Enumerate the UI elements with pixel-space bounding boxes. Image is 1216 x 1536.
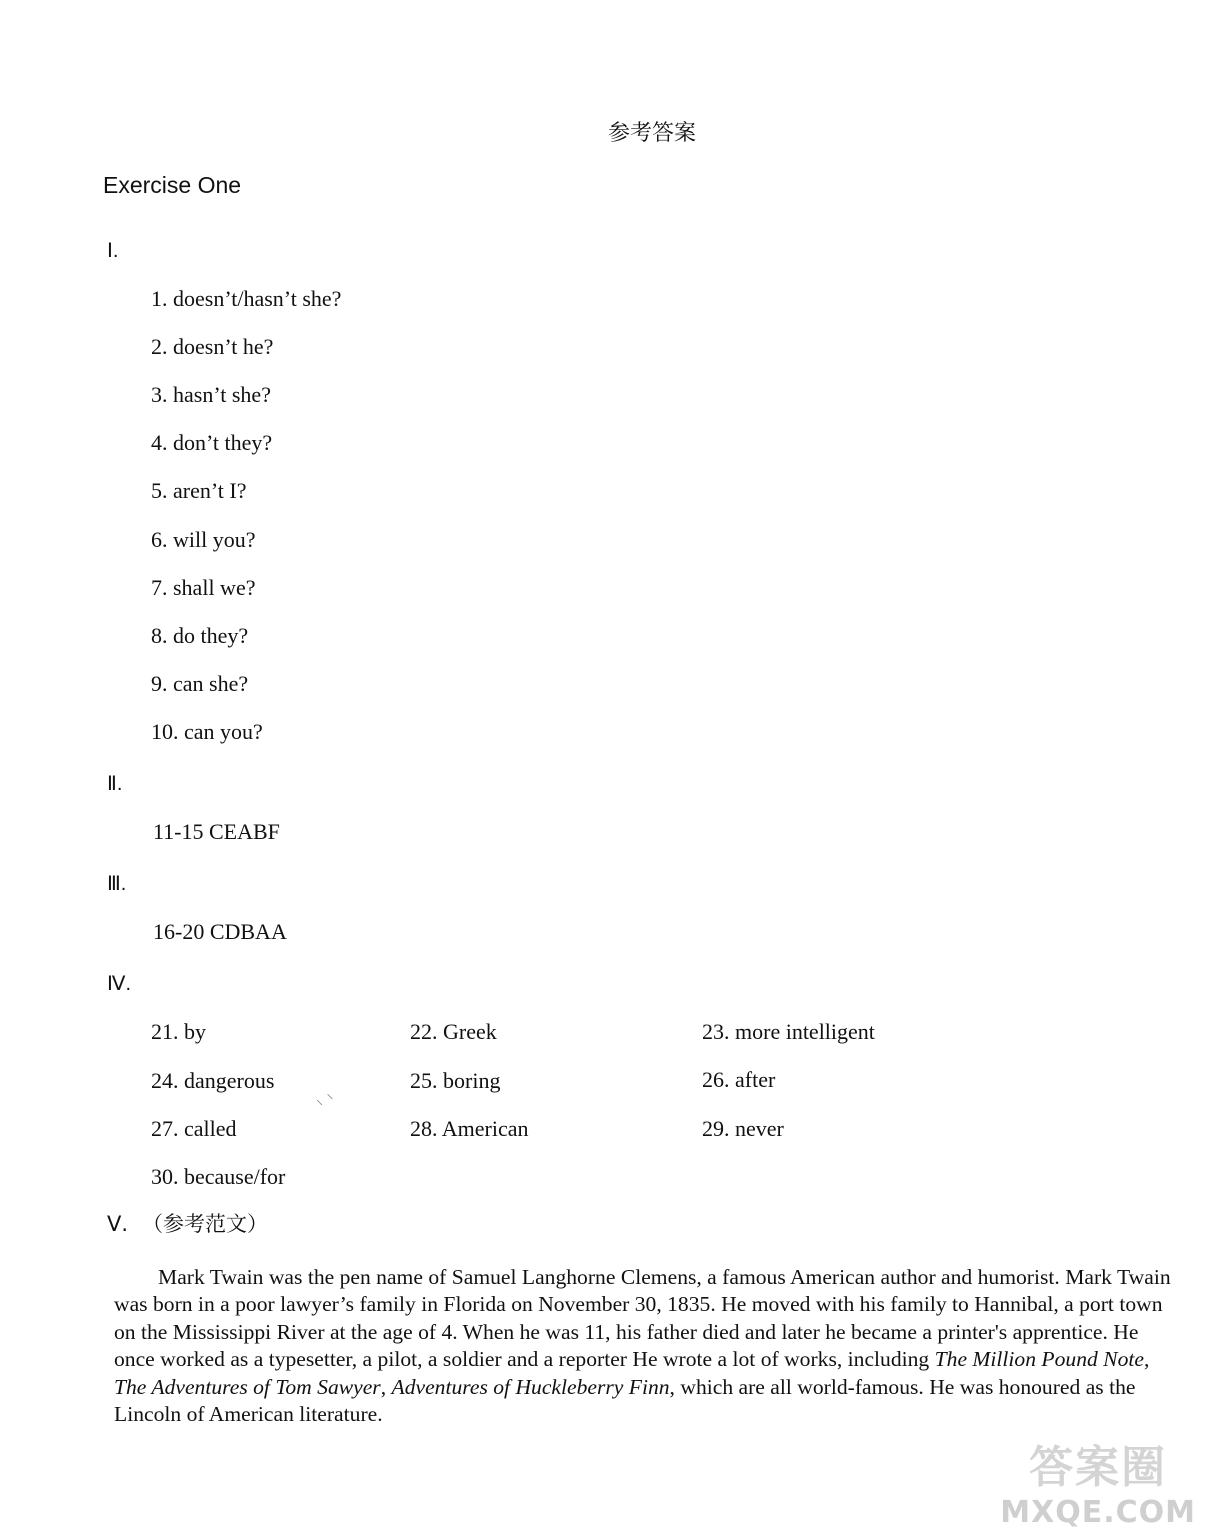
answer-item: 21. by (151, 1019, 206, 1044)
answer-item: 25. boring (410, 1068, 501, 1093)
answer-item: 22. Greek (410, 1019, 497, 1044)
section-5-note: （参考范文） (142, 1212, 269, 1236)
model-essay (114, 1264, 1184, 1428)
answer-item: 23. more intelligent (702, 1019, 875, 1044)
section-label-4: Ⅳ. (107, 973, 132, 995)
answer-item: 30. because/for (151, 1164, 286, 1189)
section-5-numeral: Ⅴ. (107, 1212, 129, 1236)
answer-item: 1. doesn’t/hasn’t she? (151, 286, 342, 311)
section-label-5 (107, 1208, 268, 1238)
answer-item: 5. aren’t I? (151, 478, 247, 503)
section-label-3: Ⅲ. (107, 873, 127, 895)
essay-sep-2: , (380, 1374, 392, 1399)
answer-line: 11-15 CEABF (153, 819, 280, 844)
answer-item: 29. never (702, 1116, 784, 1141)
answer-item: 3. hasn’t she? (151, 382, 271, 407)
essay-work-2: The Adventures of Tom Sawyer (114, 1374, 381, 1399)
essay-work-3: Adventures of Huckleberry Finn (391, 1374, 670, 1399)
answer-item: 2. doesn’t he? (151, 334, 274, 359)
essay-text-1: Mark Twain was the pen name of Samuel Langhorne Clemens, a famous American author and humorist. Mark Twain was born in a poor lawyer’s family in Florida on November 30, 1835. He moved with his family to Hannibal, a port town on the Mississippi River at the age of 4. When he was 11, his father died and later he became a printer's apprentice. He once worked as a typesetter, a pilot, a soldier and a reporter He wrote a lot of works, including (114, 1265, 1171, 1372)
answer-item: 27. called (151, 1116, 237, 1141)
answer-item: 6. will you? (151, 527, 256, 552)
section-label-1: Ⅰ. (107, 240, 119, 262)
watermark (1000, 1431, 1196, 1530)
answer-item: 24. dangerous (151, 1068, 275, 1093)
answer-item: 8. do they? (151, 623, 249, 648)
watermark-logo: 答案圈 (1029, 1442, 1168, 1493)
section-label-2: Ⅱ. (107, 773, 123, 795)
answer-item: 4. don’t they? (151, 430, 273, 455)
page-title: 参考答案 (607, 121, 696, 146)
answer-item: 9. can she? (151, 671, 249, 696)
stray-pen-mark: ⸜ ⸌ (316, 1093, 334, 1108)
exercise-heading: Exercise One (103, 172, 242, 198)
essay-work-1: The Million Pound Note (934, 1347, 1144, 1372)
answer-item: 26. after (702, 1067, 776, 1092)
essay-sep-1: , (1143, 1347, 1150, 1372)
essay-text-2: , which are all world-famous. He was honoured as the Lincoln of American literature. (114, 1374, 1136, 1427)
answer-item: 7. shall we? (151, 575, 256, 600)
answer-item: 28. American (410, 1116, 529, 1141)
answer-line: 16-20 CDBAA (153, 919, 287, 944)
answer-item: 10. can you? (151, 719, 263, 744)
watermark-url: MXQE.COM (1000, 1495, 1196, 1530)
